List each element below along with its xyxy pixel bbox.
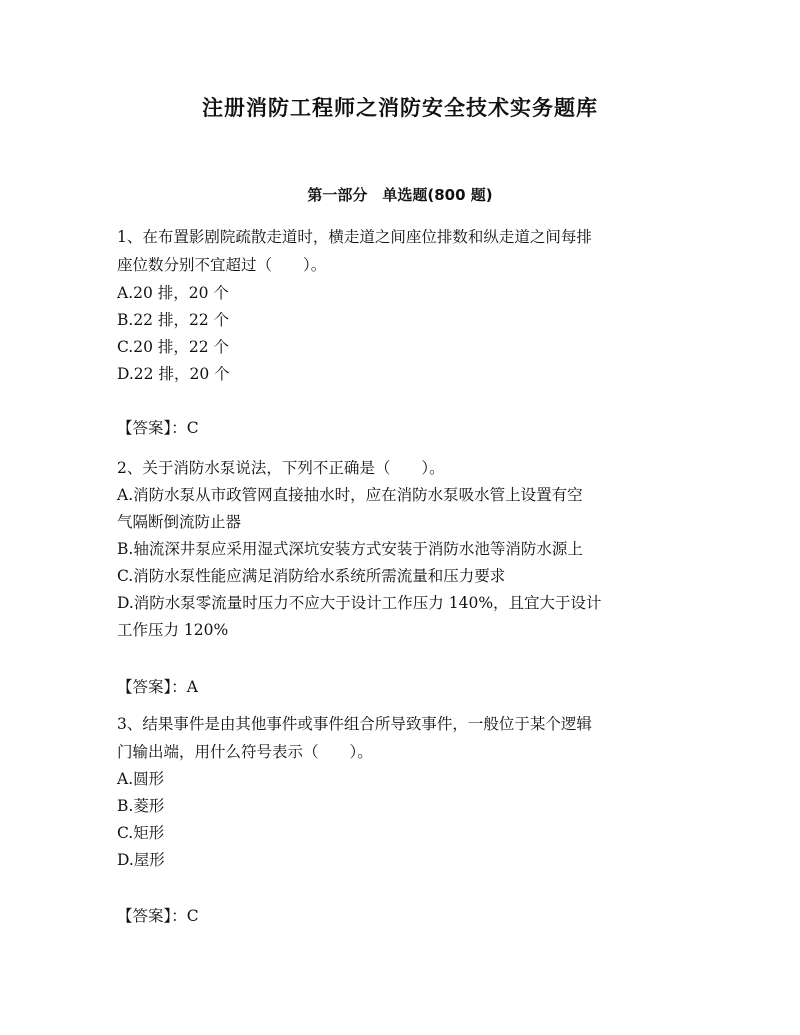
question-1-answer: 【答案】：C — [117, 419, 199, 437]
question-3-option-b: B.菱形 — [117, 797, 165, 815]
question-1-option-c: C.20 排，22 个 — [117, 338, 230, 356]
question-3-option-a: A.圆形 — [117, 770, 165, 788]
question-2-option-c: C.消防水泵性能应满足消防给水系统所需流量和压力要求 — [117, 567, 506, 585]
question-1-stem-line-2: 座位数分别不宜超过（ ）。 — [117, 256, 327, 274]
question-2-option-b: B.轴流深井泵应采用湿式深坑安装方式安装于消防水池等消防水源上 — [117, 540, 583, 558]
question-1-option-a: A.20 排，20 个 — [117, 284, 229, 302]
question-2-answer: 【答案】：A — [117, 678, 198, 696]
question-3-answer: 【答案】：C — [117, 907, 199, 925]
section-heading: 第一部分 单选题(800 题) — [307, 186, 493, 204]
question-1-option-d: D.22 排，20 个 — [117, 365, 230, 383]
question-3-option-d: D.屋形 — [117, 851, 165, 869]
question-3-option-c: C.矩形 — [117, 824, 165, 842]
question-3-stem-line-1: 3、结果事件是由其他事件或事件组合所导致事件，一般位于某个逻辑 — [117, 715, 592, 733]
question-2-option-d-line-1: D.消防水泵零流量时压力不应大于设计工作压力 140%，且宜大于设计 — [117, 594, 602, 612]
question-2-stem-line-1: 2、关于消防水泵说法，下列不正确是（ ）。 — [117, 459, 445, 477]
document-title: 注册消防工程师之消防安全技术实务题库 — [202, 96, 598, 120]
question-2-option-a-line-2: 气隔断倒流防止器 — [117, 513, 242, 531]
question-1-stem-line-1: 1、在布置影剧院疏散走道时，横走道之间座位排数和纵走道之间每排 — [117, 228, 592, 246]
question-2-option-a-line-1: A.消防水泵从市政管网直接抽水时，应在消防水泵吸水管上设置有空 — [117, 486, 583, 504]
question-1-option-b: B.22 排，22 个 — [117, 311, 230, 329]
question-2-option-d-line-2: 工作压力 120% — [117, 621, 229, 639]
question-3-stem-line-2: 门输出端，用什么符号表示（ ）。 — [117, 743, 373, 761]
